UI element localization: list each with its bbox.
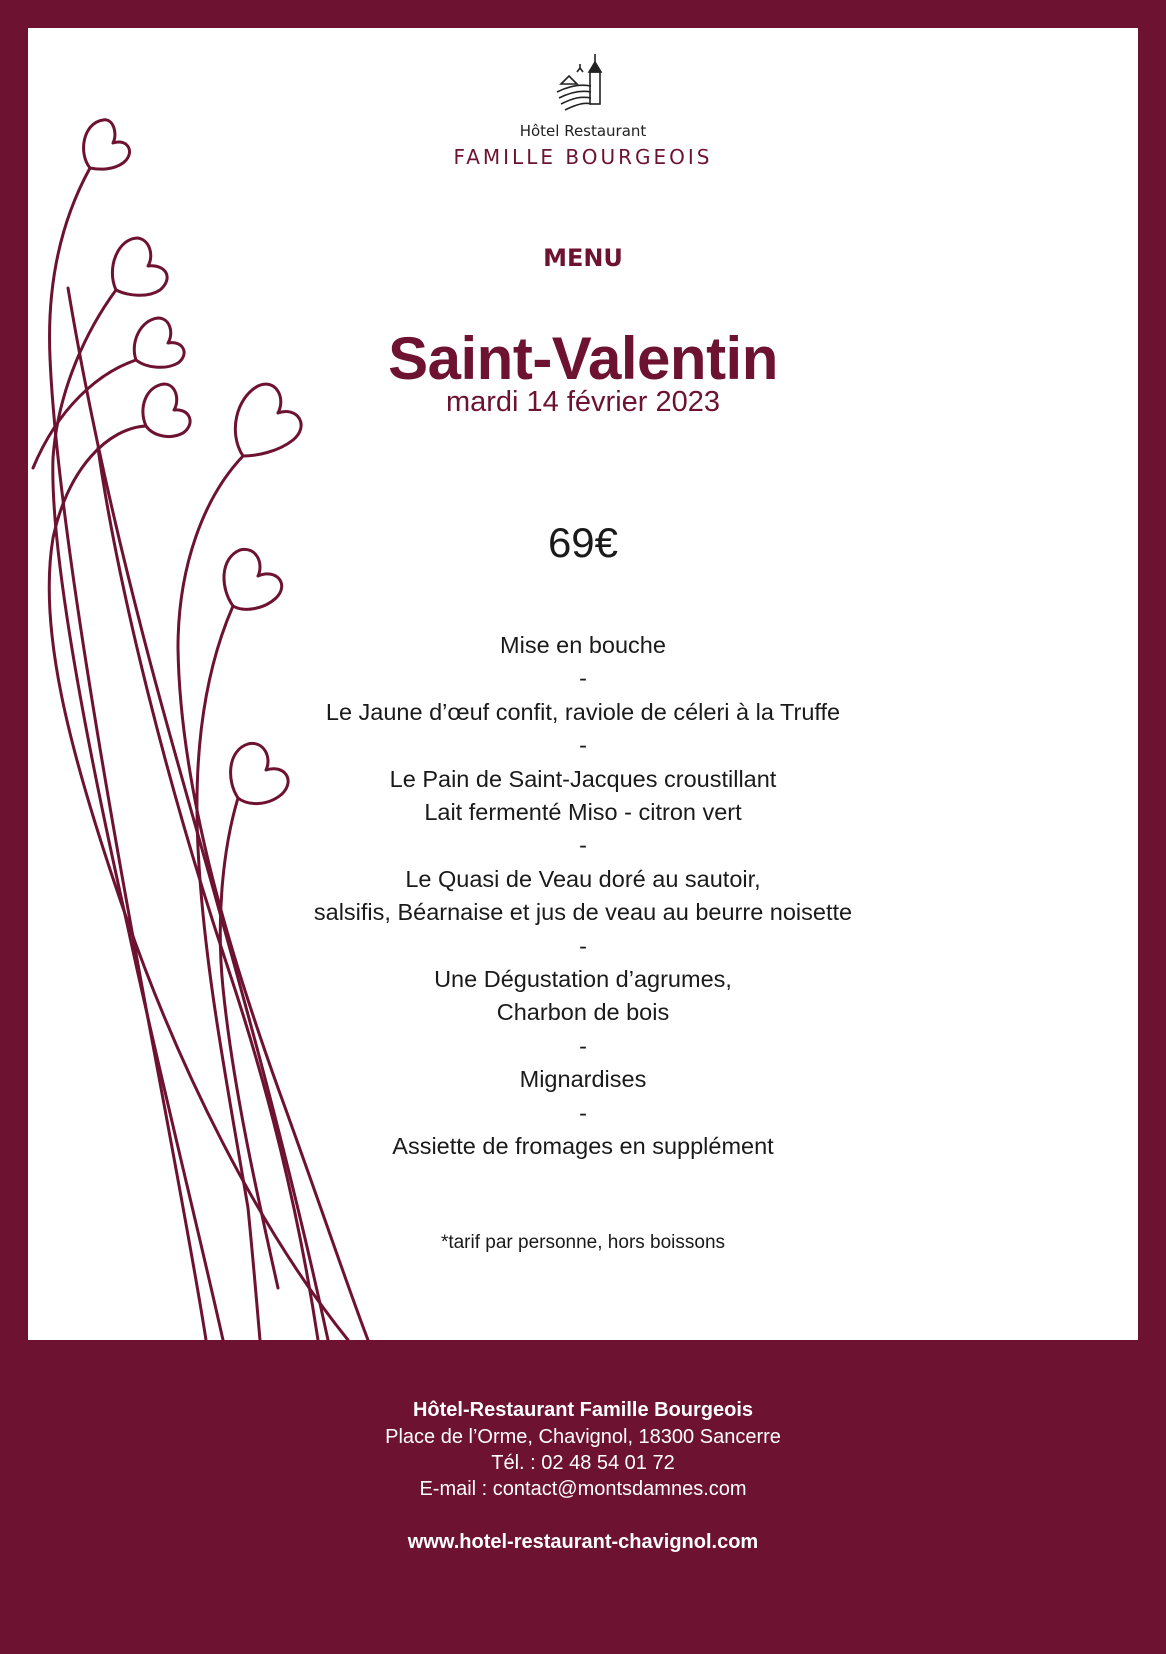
page-title: Saint-Valentin xyxy=(388,325,778,392)
course-separator: - xyxy=(579,1099,587,1126)
course-item: Le Pain de Saint-Jacques croustillant xyxy=(389,765,777,792)
footer-address: Place de l’Orme, Chavignol, 18300 Sancerre xyxy=(385,1426,781,1448)
price-note: *tarif par personne, hors boissons xyxy=(440,1232,726,1253)
footer-hotel-name: Hôtel-Restaurant Famille Bourgeois xyxy=(412,1399,754,1421)
course-separator: - xyxy=(579,1032,587,1059)
course-item: Une Dégustation d’agrumes, xyxy=(434,966,732,993)
footer-website-link[interactable]: www.hotel-restaurant-chavignol.com xyxy=(407,1531,759,1553)
menu-panel xyxy=(28,28,1138,1340)
village-church-icon xyxy=(555,50,609,116)
course-item: Lait fermenté Miso - citron vert xyxy=(424,799,742,826)
logo-hotel-restaurant: Hôtel Restaurant xyxy=(519,122,647,140)
menu-price: 69€ xyxy=(547,519,619,566)
course-separator: - xyxy=(579,665,587,692)
course-separator: - xyxy=(579,932,587,959)
course-item: Mignardises xyxy=(519,1066,647,1093)
course-item: Le Jaune d’œuf confit, raviole de céleri à la Truffe xyxy=(325,698,841,725)
logo-famille-bourgeois: FAMILLE BOURGEOIS xyxy=(453,145,713,169)
course-item: Charbon de bois xyxy=(496,999,670,1026)
course-item: Mise en bouche xyxy=(500,632,666,658)
footer-email[interactable]: E-mail : contact@montsdamnes.com xyxy=(419,1478,747,1500)
event-date: mardi 14 février 2023 xyxy=(445,386,721,418)
course-item: salsifis, Béarnaise et jus de veau au beurre noisette xyxy=(313,899,853,926)
course-separator: - xyxy=(579,832,587,859)
course-list xyxy=(28,629,1138,1164)
course-item: Le Quasi de Veau doré au sautoir, xyxy=(405,865,761,892)
footer-phone: Tél. : 02 48 54 01 72 xyxy=(491,1452,675,1474)
course-separator: - xyxy=(579,732,587,759)
menu-label: MENU xyxy=(543,244,623,272)
course-item: Assiette de fromages en supplément xyxy=(392,1133,774,1160)
